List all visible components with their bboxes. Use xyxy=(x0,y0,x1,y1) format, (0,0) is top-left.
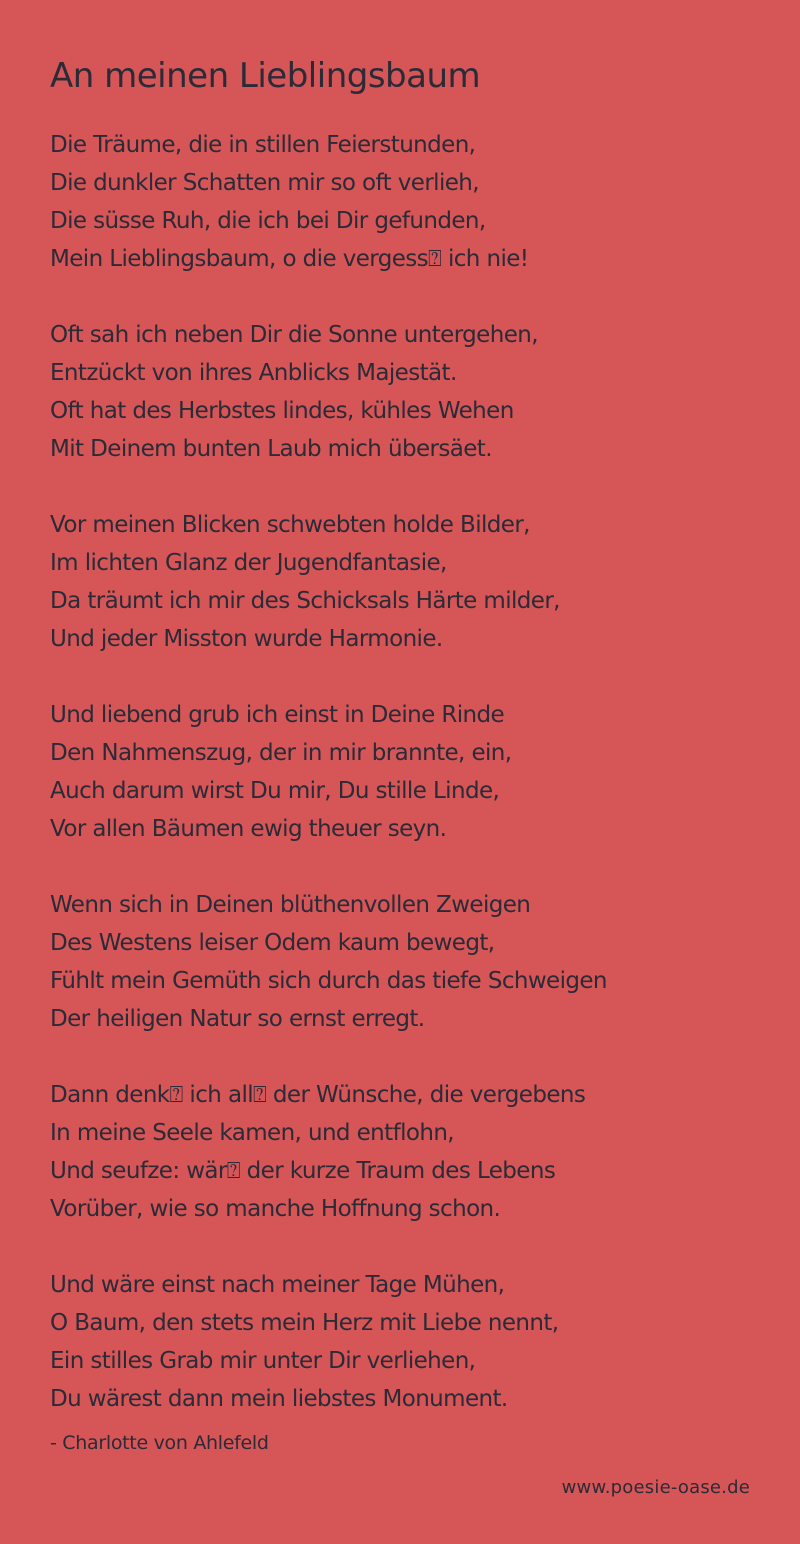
poem-line: Wenn sich in Deinen blüthenvollen Zweigen xyxy=(50,892,531,918)
poem-line: Auch darum wirst Du mir, Du stille Linde, xyxy=(50,778,500,804)
website-url: www.poesie-oase.de xyxy=(561,1477,750,1498)
stanza-4 xyxy=(50,696,770,848)
poem-line: Und liebend grub ich einst in Deine Rinde xyxy=(50,702,505,728)
stanza-5 xyxy=(50,886,770,1038)
poem-line: Mit Deinem bunten Laub mich übersäet. xyxy=(50,436,492,462)
poem-line: O Baum, den stets mein Herz mit Liebe nennt, xyxy=(50,1310,559,1336)
poem-line: Dann denk⍰ ich all⍰ der Wünsche, die vergebens xyxy=(50,1082,586,1108)
stanza-6 xyxy=(50,1076,770,1228)
poem-line: Die Träume, die in stillen Feierstunden, xyxy=(50,132,476,158)
poem-body xyxy=(50,126,770,1456)
poem-line: Und jeder Misston wurde Harmonie. xyxy=(50,626,443,652)
poem-line: Des Westens leiser Odem kaum bewegt, xyxy=(50,930,495,956)
poem-line: Oft sah ich neben Dir die Sonne untergehen, xyxy=(50,322,538,348)
poem-line: Oft hat des Herbstes lindes, kühles Wehen xyxy=(50,398,514,424)
poem-line: Vor allen Bäumen ewig theuer seyn. xyxy=(50,816,447,842)
stanza-2 xyxy=(50,316,770,468)
poem-line: Der heiligen Natur so ernst erregt. xyxy=(50,1006,425,1032)
poem-line: Du wärest dann mein liebstes Monument. xyxy=(50,1386,508,1412)
poem-line: Da träumt ich mir des Schicksals Härte milder, xyxy=(50,588,560,614)
stanza-3 xyxy=(50,506,770,658)
poem-line: Fühlt mein Gemüth sich durch das tiefe Schweigen xyxy=(50,968,607,994)
poem-line: Und wäre einst nach meiner Tage Mühen, xyxy=(50,1272,505,1298)
poem-title: An meinen Lieblingsbaum xyxy=(50,56,481,96)
poem-line: Mein Lieblingsbaum, o die vergess⍰ ich nie! xyxy=(50,246,529,272)
poem-line: Den Nahmenszug, der in mir brannte, ein, xyxy=(50,740,512,766)
poem-author: - Charlotte von Ahlefeld xyxy=(50,1432,269,1454)
poem-line: In meine Seele kamen, und entflohn, xyxy=(50,1120,455,1146)
stanza-1 xyxy=(50,126,770,278)
poem-line: Die süsse Ruh, die ich bei Dir gefunden, xyxy=(50,208,486,234)
poem-line: Die dunkler Schatten mir so oft verlieh, xyxy=(50,170,479,196)
poem-line: Entzückt von ihres Anblicks Majestät. xyxy=(50,360,457,386)
poem-line: Vorüber, wie so manche Hoffnung schon. xyxy=(50,1196,501,1222)
poem-line: Und seufze: wär⍰ der kurze Traum des Lebens xyxy=(50,1158,556,1184)
poem-line: Vor meinen Blicken schwebten holde Bilder, xyxy=(50,512,530,538)
poem-line: Im lichten Glanz der Jugendfantasie, xyxy=(50,550,447,576)
poem-line: Ein stilles Grab mir unter Dir verliehen, xyxy=(50,1348,476,1374)
stanza-7 xyxy=(50,1266,770,1418)
